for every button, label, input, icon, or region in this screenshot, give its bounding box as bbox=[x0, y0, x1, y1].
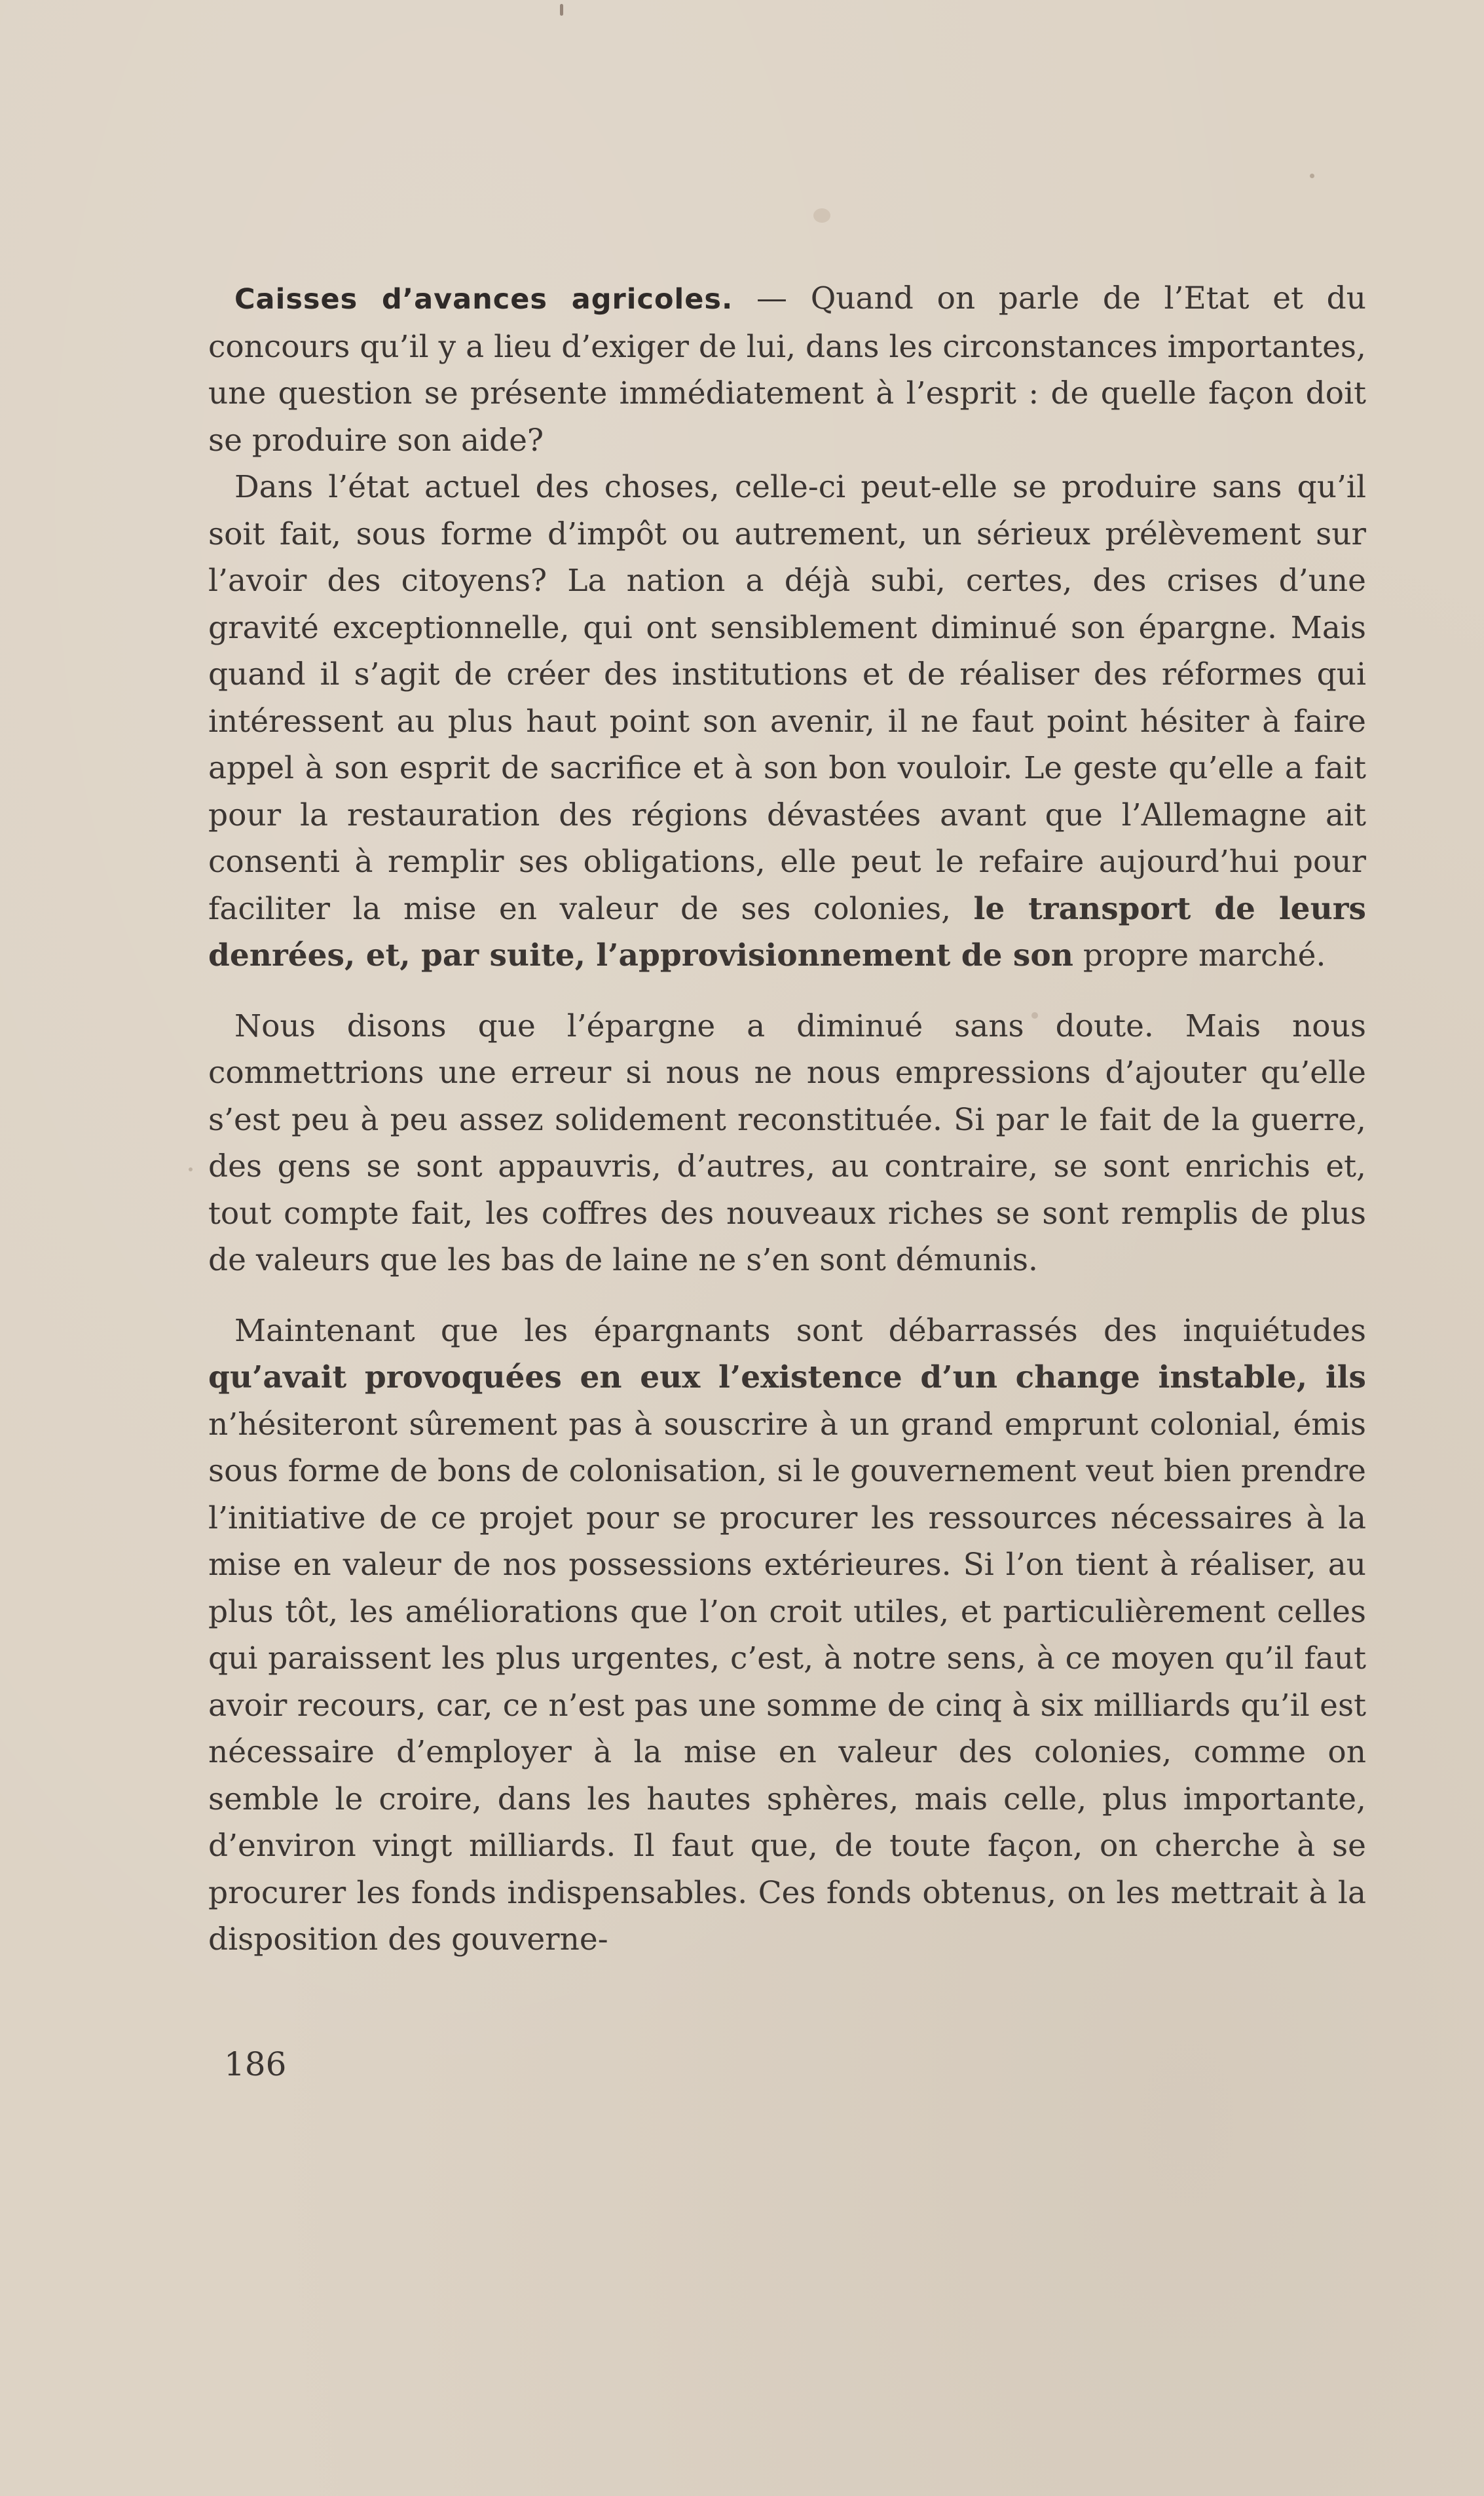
em-dash: — bbox=[756, 280, 788, 316]
paper-speck bbox=[560, 4, 563, 16]
paper-speck bbox=[1310, 174, 1314, 178]
paragraph-2-text: Dans l’état actuel des choses, celle-ci peut-elle se produire sans qu’il soit fait, sous forme d’impôt ou autrement, un sérieux prélèvement sur l’avoir des citoyens? La nation a déjà subi, certes, des crises d’une gravité exceptionnelle, qui ont sensiblement diminué son épargne. Mais quand il s’agit de créer des institutions et de réaliser des réformes qui intéressent au plus haut point son avenir, il ne faut point hésiter à faire appel à son esprit de sacrifice et à son bon vouloir. Le geste qu’elle a fait pour la restauration des régions dévastées avant que l’Allemagne ait consenti à remplir ses obligations, elle peut le refaire aujourd’hui pour faciliter la mise en valeur de ses colonies, bbox=[208, 469, 1366, 927]
body-text bbox=[208, 275, 1366, 1963]
paragraph-2 bbox=[208, 464, 1366, 979]
page-number: 186 bbox=[224, 2045, 287, 2083]
paper-speck bbox=[189, 1167, 193, 1171]
paragraph-1-text: Quand on parle de l’Etat et du concours qu’il y a lieu d’exiger de lui, dans les circonstances importantes, une question se présente immédiatement à l’esprit : de quelle façon doit se produire son aide? bbox=[208, 280, 1366, 459]
paragraph-1 bbox=[208, 275, 1366, 464]
paragraph-2-end: propre marché. bbox=[1083, 937, 1326, 974]
paragraph-4-bold-text: qu’avait provoquées en eux l’existence d’un change instable, ils bbox=[208, 1359, 1366, 1395]
paragraph-4-start: Maintenant que les épargnants sont débarrassés des inquiétudes bbox=[234, 1312, 1366, 1349]
paragraph-2-bold-text: le transport de leurs denrées, et, par suite, l’approvisionnement de son bbox=[208, 890, 1366, 974]
paper-speck bbox=[813, 208, 830, 223]
paragraph-4-text: n’hésiteront sûrement pas à souscrire à un grand emprunt colonial, émis sous forme de bons de colonisation, si le gouvernement veut bien prendre l’initiative de ce projet pour se procurer les ressources nécessaires à la mise en valeur de nos possessions extérieures. Si l’on tient à réaliser, au plus tôt, les améliorations que l’on croit utiles, et particulièrement celles qui paraissent les plus urgentes, c’est, à notre sens, à ce moyen qu’il faut avoir recours, car, ce n’est pas une somme de cinq à six milliards qu’il est nécessaire d’employer à la mise en valeur des colonies, comme on semble le croire, dans les hautes sphères, mais celle, plus importante, d’environ vingt milliards. Il faut que, de toute façon, on cherche à se procurer les fonds indispensables. Ces fonds obtenus, on les mettrait à la disposition des gouverne- bbox=[208, 1406, 1366, 1957]
paragraph-4 bbox=[208, 1308, 1366, 1963]
section-title: Caisses d’avances agricoles. bbox=[234, 283, 733, 316]
paragraph-3 bbox=[208, 1003, 1366, 1284]
paragraph-3-text: Nous disons que l’épargne a diminué sans doute. Mais nous commettrions une erreur si nous ne nous empressions d’ajouter qu’elle s’est peu à peu assez solidement reconstituée. Si par le fait de la guerre, des gens se sont appauvris, d’autres, au contraire, se sont enrichis et, tout compte fait, les coffres des nouveaux riches se sont remplis de plus de valeurs que les bas de laine ne s’en sont démunis. bbox=[208, 1008, 1366, 1278]
